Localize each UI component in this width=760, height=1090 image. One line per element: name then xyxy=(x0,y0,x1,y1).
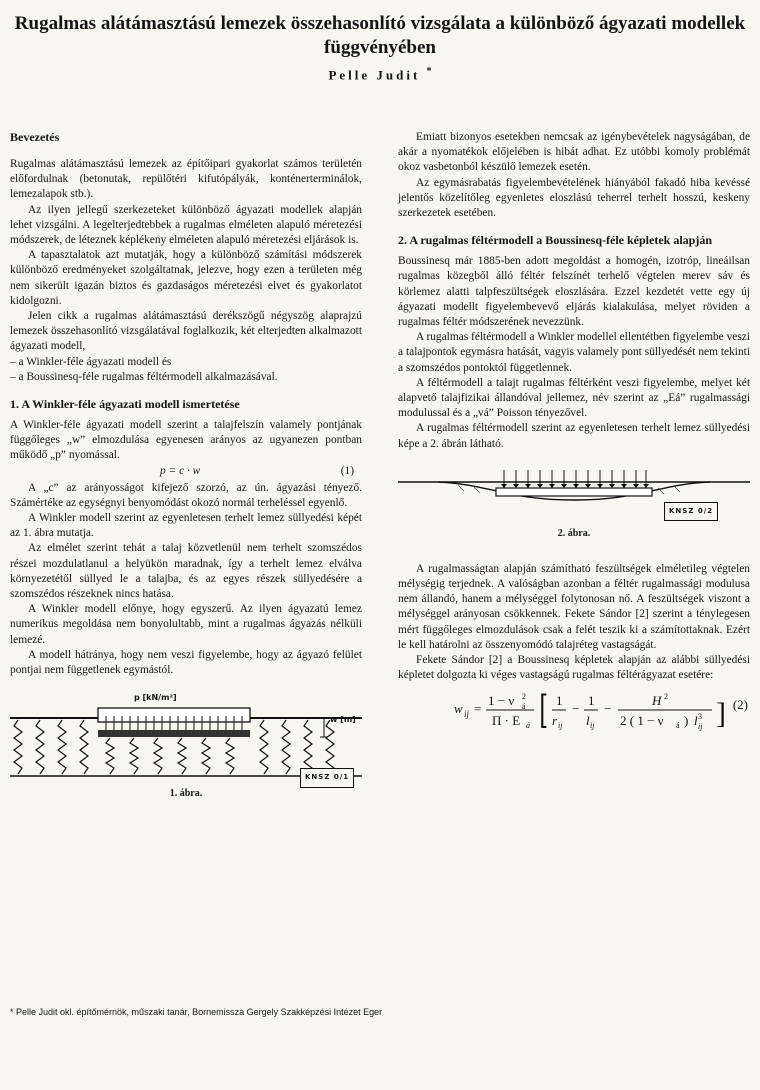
model-list xyxy=(10,355,362,385)
winkler-diagram xyxy=(10,688,362,780)
author-footnote-mark: * xyxy=(426,66,432,77)
svg-text:]: ] xyxy=(716,697,726,731)
body-paragraph: Fekete Sándor [2] a Boussinesq képletek alapján az alábbi süllyedési képletet dolgozta ki véges vastagságú rugalmas féltérágyazat esetére: xyxy=(398,654,750,682)
svg-text:ij: ij xyxy=(558,721,563,731)
equation-1-number: (1) xyxy=(340,464,354,477)
equation-2-number: (2) xyxy=(732,697,748,713)
equation-2-formula xyxy=(454,683,760,733)
body-paragraph: A Winkler-féle ágyazati modell szerint a talajfelszín valamely pontjának függőleges „w” elmozdulása egyenesen arányos az ugyanezen pontban működő „p” nyomással. xyxy=(10,419,362,462)
section-1-heading: 1. A Winkler-féle ágyazati modell ismertetése xyxy=(10,397,240,412)
body-paragraph: A féltérmodell a talajt rugalmas féltérként veszi figyelembe, melyet két alapvető talajfizikai állandóval jellemez, név szerint az „Eá” rugalmassági modulussal és a „vá” Poisson tényezővel. xyxy=(398,376,750,420)
svg-text:=: = xyxy=(474,701,482,717)
equation-1 xyxy=(10,464,362,481)
intro-paragraph: A tapasztalatok azt mutatják, hogy a különböző számítási módszerek különböző eredményeket szolgáltatnak, jelezve, hogy ezen a területen még nem sikerült igazán biztos és gazdaságos méretezési elvet és gyakorlatot kidolgozni. xyxy=(10,249,362,307)
body-paragraph: A Winkler modell szerint az egyenletesen terhelt lemez süllyedési képét az 1. ábra mutatja. xyxy=(10,512,362,540)
svg-text:Π · E: Π · E xyxy=(492,713,521,729)
svg-text:ij: ij xyxy=(464,709,470,720)
load-label: p [kN/m²] xyxy=(134,693,177,703)
svg-text:á: á xyxy=(522,702,526,712)
right-column xyxy=(398,130,750,733)
body-paragraph: A rugalmas féltérmodell szerint az egyenletesen terhelt lemez süllyedési képe a 2. ábrán látható. xyxy=(398,422,750,450)
svg-text:3: 3 xyxy=(698,712,702,722)
equation-2 xyxy=(398,683,750,733)
svg-text:á: á xyxy=(676,721,680,731)
figure-2-caption: 2. ábra. xyxy=(557,527,591,539)
svg-text:2 ( 1 − ν: 2 ( 1 − ν xyxy=(620,713,664,729)
body-paragraph: Emiatt bizonyos esetekben nemcsak az igénybevételek nagyságában, de akár a nyomatékok előjelében is hibát adhat. Ez utóbbi komoly problémát okoz vasbetonból készülő lemezek esetén. xyxy=(398,131,750,174)
body-paragraph: A rugalmas féltérmodell a Winkler modellel ellentétben figyelembe veszi a talajpontok egymásra hatását, vagyis valamely pont süllyedését nem tekinti a szomszédos pontoktól függetlennek. xyxy=(398,331,750,374)
list-item: – a Winkler-féle ágyazati modell és xyxy=(10,355,172,368)
intro-paragraph: Az ilyen jellegű szerkezeteket különböző ágyazati modellek alapján lehet vizsgálni. A legelterjedtebbek a rugalmas elméleten alapuló méretezési módszerek, de léteznek képlékeny elméleten alapuló méretezési eljárások is. xyxy=(10,203,362,247)
svg-text:−: − xyxy=(604,701,612,717)
author-name: Pelle Judit xyxy=(328,67,421,83)
svg-text:l: l xyxy=(586,713,590,729)
svg-text:): ) xyxy=(684,713,689,729)
author-footnote: * Pelle Judit okl. építőmérnök, műszaki tanár, Bornemissza Gergely Szakképzési Intézet Eger xyxy=(10,1007,383,1017)
body-paragraph: A Winkler modell előnye, hogy egyszerű. Az ilyen ágyazatú lemez numerikus megoldása nem bonyolultabb, mint a rugalmas ágyazás nélküli lemezé. xyxy=(10,603,362,646)
paper-title: Rugalmas alátámasztású lemezek összehasonlító vizsgálata a különböző ágyazati modellek függvényében xyxy=(14,13,746,58)
displacement-label: w [m] xyxy=(330,715,356,725)
svg-text:1 − ν: 1 − ν xyxy=(488,693,515,709)
body-paragraph: Az elmélet szerint tehát a talaj közvetlenül nem terhelt szomszédos részei mozdulatlanul a helyükön maradnak, így a terhelt lemez elválva környezetétől süllyed le a talajba, és az egyes részek süllyedésére a szomszédos részeknek nincs hatása. xyxy=(10,542,362,601)
body-paragraph: A „c” az arányosságot kifejező szorzó, az ún. ágyazási tényező. Számértéke az egységnyi benyomódást okozó normál terheléssel egyenlő. xyxy=(10,481,362,509)
svg-text:−: − xyxy=(572,701,580,717)
equation-1-formula: p = c · w xyxy=(160,464,201,477)
figure-1 xyxy=(10,688,362,800)
svg-text:ij: ij xyxy=(590,721,595,731)
svg-text:1: 1 xyxy=(556,693,563,709)
list-item: – a Boussinesq-féle rugalmas féltérmodell alkalmazásával. xyxy=(10,370,278,383)
figure-1-caption: 1. ábra. xyxy=(169,788,203,800)
svg-text:[: [ xyxy=(539,689,549,734)
figure-2-code: KNSZ 0/2 xyxy=(664,502,718,521)
body-paragraph: A modell hátránya, hogy nem veszi figyelembe, hogy az ágyazó felület pontjai nem függetlenek egymástól. xyxy=(10,648,362,677)
left-column xyxy=(10,130,362,800)
figure-2 xyxy=(398,466,750,562)
svg-text:r: r xyxy=(552,713,558,729)
svg-text:1: 1 xyxy=(588,693,595,709)
svg-text:w: w xyxy=(454,701,463,717)
svg-text:2: 2 xyxy=(664,692,668,702)
intro-heading: Bevezetés xyxy=(10,130,60,144)
svg-text:l: l xyxy=(694,713,698,729)
svg-text:á: á xyxy=(526,721,530,731)
body-paragraph: Boussinesq már 1885-ben adott megoldást a homogén, izotróp, lineáilsan rugalmas közegből álló féltér felszínét terhelő végtelen merev sáv és körlemez alatti talpfeszültségek eloszlására. Ezzel kezdetét vette egy új ágyazati modellt figyelembevevő eljárás kialakulása, melyet röviden a rugalmas féltér módszerének nevezzünk. xyxy=(398,255,750,329)
svg-text:ij: ij xyxy=(698,722,703,732)
svg-text:2: 2 xyxy=(522,692,526,702)
author-line xyxy=(0,66,760,83)
section-2-heading: 2. A rugalmas féltérmodell a Boussinesq-féle képletek alapján xyxy=(398,233,712,248)
body-paragraph: A rugalmasságtan alapján számítható feszültségek elméletileg végtelen mélységig terjednek. A valóságban azonban a féltér rugalmassági modulusa nem állandó, hanem a mélységgel folytonosan nő. A feszültségek viszont a mélységgel arányosan csökkennek. Fekete Sándor [2] szerint a ténylegesen mért függőleges elmozdulások csak a felét teszik ki a számítottaknak. Ezért le kell határolni az összenyomódó talajréteg vastagságát. xyxy=(398,562,750,651)
body-paragraph: Az egymásrabatás figyelembevételének hiányából fakadó hiba kevéssé jelentős közelítőleg egyenletes eloszlású teherrel terhelt hosszú, keskeny szerkezetek esetében. xyxy=(398,176,750,220)
intro-paragraph: Jelen cikk a rugalmas alátámasztású derékszögű négyszög alaprajzú lemezek összehasonlító vizsgálatával foglalkozik, két elterjedten alkalmazott ágyazati modell, xyxy=(10,310,362,353)
intro-paragraph: Rugalmas alátámasztású lemezek az építőipari gyakorlat számos területén előfordulnak (betonutak, repülőtéri kifutópályák, konténerterminálok, lemezalapok stb.). xyxy=(10,158,362,201)
figure-1-code: KNSZ 0/1 xyxy=(300,768,354,787)
svg-text:H: H xyxy=(652,693,662,709)
